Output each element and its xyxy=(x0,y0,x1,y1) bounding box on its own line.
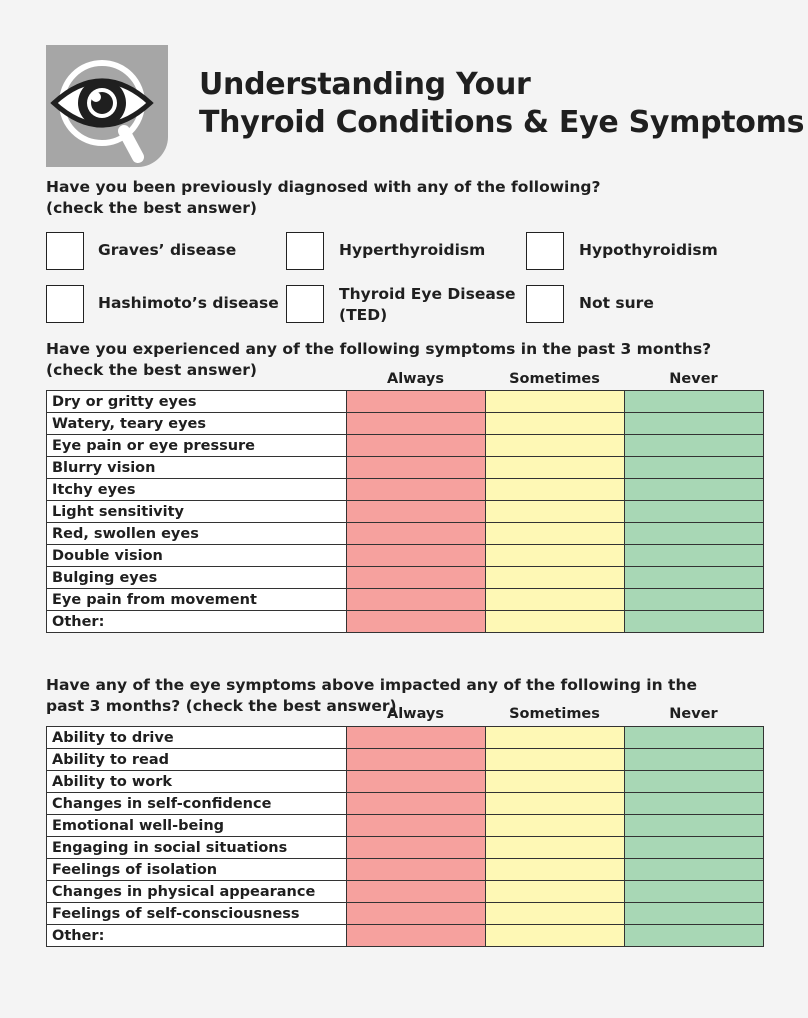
cell-sometimes[interactable] xyxy=(486,859,625,881)
checkbox-hyperthyroidism[interactable] xyxy=(286,232,324,270)
symptoms-table xyxy=(46,390,764,633)
row-label: Eye pain or eye pressure xyxy=(47,435,347,457)
row-label: Bulging eyes xyxy=(47,567,347,589)
table-row xyxy=(47,837,764,859)
cell-sometimes[interactable] xyxy=(486,727,625,749)
row-label: Eye pain from movement xyxy=(47,589,347,611)
table-row xyxy=(47,413,764,435)
cell-always[interactable] xyxy=(347,545,486,567)
table-row xyxy=(47,435,764,457)
row-label: Red, swollen eyes xyxy=(47,523,347,545)
row-label: Itchy eyes xyxy=(47,479,347,501)
cell-always[interactable] xyxy=(347,925,486,947)
impact-col-sometimes: Sometimes xyxy=(509,706,600,722)
cell-always[interactable] xyxy=(347,435,486,457)
label-hashimotos-disease: Hashimoto’s disease xyxy=(98,294,279,312)
table-row xyxy=(47,545,764,567)
symptoms-question-line-2: (check the best answer) xyxy=(46,361,257,379)
table-row xyxy=(47,501,764,523)
cell-never[interactable] xyxy=(625,727,764,749)
cell-always[interactable] xyxy=(347,771,486,793)
label-hyperthyroidism: Hyperthyroidism xyxy=(339,241,486,259)
cell-never[interactable] xyxy=(625,567,764,589)
table-row xyxy=(47,479,764,501)
cell-sometimes[interactable] xyxy=(486,771,625,793)
table-row xyxy=(47,881,764,903)
cell-sometimes[interactable] xyxy=(486,749,625,771)
cell-never[interactable] xyxy=(625,501,764,523)
cell-always[interactable] xyxy=(347,567,486,589)
impact-question-line-2: past 3 months? (check the best answer) xyxy=(46,697,397,715)
cell-always[interactable] xyxy=(347,815,486,837)
cell-never[interactable] xyxy=(625,859,764,881)
cell-sometimes[interactable] xyxy=(486,611,625,633)
label-thyroid-eye-disease xyxy=(339,284,516,326)
cell-always[interactable] xyxy=(347,749,486,771)
impact-question-line-1: Have any of the eye symptoms above impacted any of the following in the xyxy=(46,676,698,694)
label-graves-disease: Graves’ disease xyxy=(98,241,237,259)
row-label: Feelings of isolation xyxy=(47,859,347,881)
checkbox-hypothyroidism[interactable] xyxy=(526,232,564,270)
cell-sometimes[interactable] xyxy=(486,501,625,523)
cell-never[interactable] xyxy=(625,837,764,859)
cell-always[interactable] xyxy=(347,479,486,501)
cell-sometimes[interactable] xyxy=(486,391,625,413)
cell-never[interactable] xyxy=(625,925,764,947)
row-label: Ability to read xyxy=(47,749,347,771)
cell-never[interactable] xyxy=(625,391,764,413)
cell-always[interactable] xyxy=(347,881,486,903)
symptoms-col-sometimes: Sometimes xyxy=(509,371,600,387)
impact-col-never: Never xyxy=(669,706,718,722)
impact-col-always: Always xyxy=(386,706,444,722)
label-hypothyroidism: Hypothyroidism xyxy=(579,241,718,259)
symptoms-col-never: Never xyxy=(669,371,718,387)
symptoms-question-line-1: Have you experienced any of the following symptoms in the past 3 months? xyxy=(46,340,712,358)
row-label: Double vision xyxy=(47,545,347,567)
cell-sometimes[interactable] xyxy=(486,457,625,479)
row-label: Emotional well-being xyxy=(47,815,347,837)
title-line-1: Understanding Your xyxy=(199,67,531,102)
diagnosis-question-line-1: Have you been previously diagnosed with any of the following? xyxy=(46,178,601,196)
checkbox-graves-disease[interactable] xyxy=(46,232,84,270)
row-label: Light sensitivity xyxy=(47,501,347,523)
cell-always[interactable] xyxy=(347,859,486,881)
cell-sometimes[interactable] xyxy=(486,435,625,457)
cell-always[interactable] xyxy=(347,611,486,633)
cell-never[interactable] xyxy=(625,457,764,479)
row-label: Other: xyxy=(47,925,347,947)
cell-sometimes[interactable] xyxy=(486,837,625,859)
diagnosis-question-line-2: (check the best answer) xyxy=(46,199,257,217)
row-label: Other: xyxy=(47,611,347,633)
cell-sometimes[interactable] xyxy=(486,523,625,545)
cell-never[interactable] xyxy=(625,749,764,771)
row-label: Engaging in social situations xyxy=(47,837,347,859)
cell-never[interactable] xyxy=(625,479,764,501)
table-row xyxy=(47,567,764,589)
cell-never[interactable] xyxy=(625,881,764,903)
impact-table xyxy=(46,726,764,947)
cell-never[interactable] xyxy=(625,815,764,837)
table-row xyxy=(47,925,764,947)
page-title xyxy=(199,66,804,142)
checkbox-thyroid-eye-disease[interactable] xyxy=(286,285,324,323)
symptoms-col-always: Always xyxy=(386,371,444,387)
row-label: Ability to work xyxy=(47,771,347,793)
cell-always[interactable] xyxy=(347,589,486,611)
eye-magnifier-icon xyxy=(46,45,168,167)
table-row xyxy=(47,859,764,881)
cell-never[interactable] xyxy=(625,771,764,793)
cell-always[interactable] xyxy=(347,727,486,749)
cell-sometimes[interactable] xyxy=(486,793,625,815)
diagnosis-question xyxy=(46,177,600,219)
row-label: Ability to drive xyxy=(47,727,347,749)
cell-never[interactable] xyxy=(625,793,764,815)
cell-never[interactable] xyxy=(625,589,764,611)
table-row xyxy=(47,815,764,837)
cell-always[interactable] xyxy=(347,457,486,479)
cell-never[interactable] xyxy=(625,903,764,925)
label-not-sure: Not sure xyxy=(579,294,654,312)
checkbox-hashimotos-disease[interactable] xyxy=(46,285,84,323)
cell-never[interactable] xyxy=(625,435,764,457)
cell-sometimes[interactable] xyxy=(486,479,625,501)
cell-sometimes[interactable] xyxy=(486,413,625,435)
table-row xyxy=(47,749,764,771)
table-row xyxy=(47,589,764,611)
table-row xyxy=(47,457,764,479)
table-row xyxy=(47,771,764,793)
cell-never[interactable] xyxy=(625,611,764,633)
row-label: Changes in self-confidence xyxy=(47,793,347,815)
cell-sometimes[interactable] xyxy=(486,881,625,903)
cell-sometimes[interactable] xyxy=(486,589,625,611)
cell-always[interactable] xyxy=(347,837,486,859)
cell-always[interactable] xyxy=(347,523,486,545)
cell-sometimes[interactable] xyxy=(486,903,625,925)
row-label: Feelings of self-consciousness xyxy=(47,903,347,925)
checkbox-not-sure[interactable] xyxy=(526,285,564,323)
cell-never[interactable] xyxy=(625,413,764,435)
cell-sometimes[interactable] xyxy=(486,545,625,567)
row-label: Dry or gritty eyes xyxy=(47,391,347,413)
cell-sometimes[interactable] xyxy=(486,567,625,589)
label-ted-line-2: (TED) xyxy=(339,306,388,324)
table-row xyxy=(47,611,764,633)
cell-never[interactable] xyxy=(625,523,764,545)
cell-always[interactable] xyxy=(347,413,486,435)
cell-sometimes[interactable] xyxy=(486,925,625,947)
table-row xyxy=(47,523,764,545)
table-row xyxy=(47,903,764,925)
cell-always[interactable] xyxy=(347,793,486,815)
table-row xyxy=(47,727,764,749)
row-label: Blurry vision xyxy=(47,457,347,479)
table-row xyxy=(47,793,764,815)
cell-always[interactable] xyxy=(347,501,486,523)
cell-sometimes[interactable] xyxy=(486,815,625,837)
row-label: Watery, teary eyes xyxy=(47,413,347,435)
cell-always[interactable] xyxy=(347,903,486,925)
title-line-2: Thyroid Conditions & Eye Symptoms xyxy=(199,105,805,140)
label-ted-line-1: Thyroid Eye Disease xyxy=(339,285,516,303)
table-row xyxy=(47,391,764,413)
cell-never[interactable] xyxy=(625,545,764,567)
row-label: Changes in physical appearance xyxy=(47,881,347,903)
cell-always[interactable] xyxy=(347,391,486,413)
